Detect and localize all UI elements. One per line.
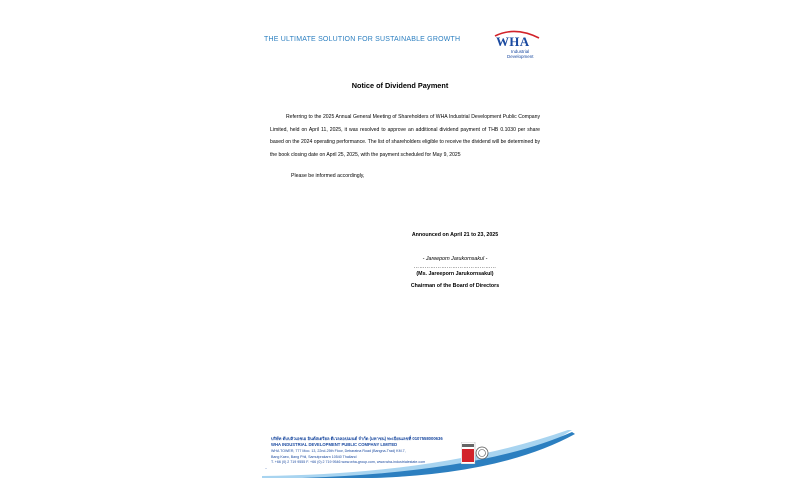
- signature-name: - Jareeporn Jarukornsakul -: [422, 256, 488, 262]
- footer-address-line2: Bang Kaeo, Bang Phli, Samutprakarn 10540 Thailand: [271, 455, 357, 459]
- footer-company-name: WHA INDUSTRIAL DEVELOPMENT PUBLIC COMPANY LIMITED: [271, 442, 398, 447]
- signature-line: ………………………………………: [413, 264, 497, 270]
- notice-body: Referring to the 2025 Annual General Meeting of Shareholders of WHA Industrial Development Public Company Limited, held on April 11, 2025, it was resolved to approve an additional dividend payment of THB 0.1030 per share based on the 2024 operating performance. The list of shareholders eligible to receive the dividend will be determined by the book closing date on April 25, 2025, with the payment scheduled for May 9, 2025: [270, 114, 540, 158]
- company-logo: [493, 28, 543, 62]
- announced-date: Announced on April 21 to 23, 2025: [411, 232, 499, 238]
- footer-thai-name: บริษัท ดับบลิวเอชเอ อินดัสเตรียล ดีเวลลอปเมนต์ จำกัด (มหาชน) ทะเบียนเลขที่ 0107558000636: [271, 436, 443, 441]
- signatory-position: Chairman of the Board of Directors: [410, 283, 500, 289]
- header-tagline: THE ULTIMATE SOLUTION FOR SUSTAINABLE GROWTH: [264, 36, 461, 43]
- logo-line2: Development: [507, 54, 534, 59]
- notice-closing: Please be informed accordingly,: [291, 173, 365, 179]
- certification-badge-icon: [461, 442, 489, 464]
- notice-title: Notice of Dividend Payment: [351, 81, 449, 90]
- signatory-full-name: (Ms. Jareeporn Jarukornsakul): [416, 271, 494, 277]
- footer-contact: T. +66 (0) 2 719 9555 F. +66 (0) 2 719 9546 www.wha-group.com, www.wha-industrialestate.com: [271, 460, 426, 464]
- footer-address-line1: WHA TOWER, 777 Moo. 13, 22nd-25th Floor, Debaratna Road (Bangna-Trad) KM.7,: [271, 449, 406, 453]
- letterhead-footer: [262, 430, 582, 478]
- logo-name: WHA: [496, 34, 530, 49]
- logo-line1: Industrial: [511, 49, 530, 54]
